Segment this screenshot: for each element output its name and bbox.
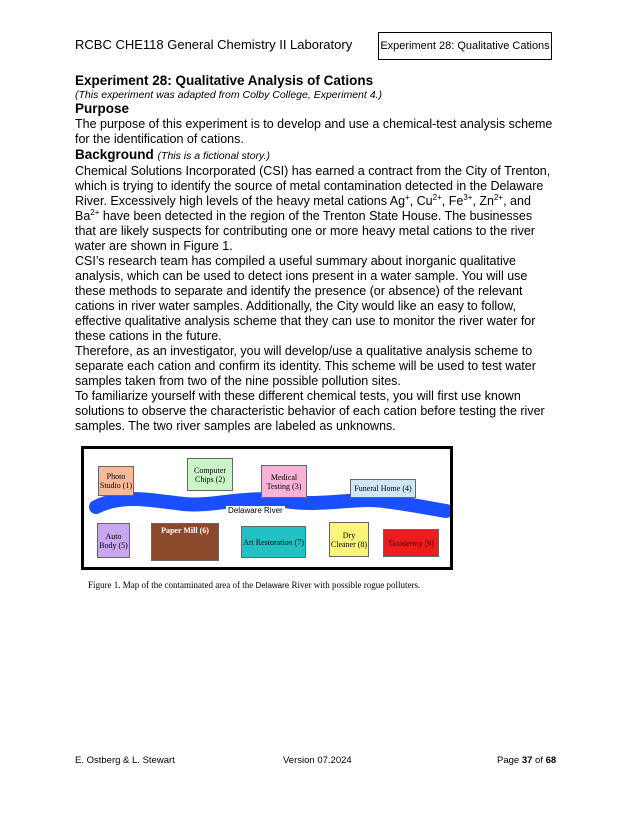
site-paper-mill: Paper Mill (6) (151, 523, 219, 561)
background-note: (This is a fictional story.) (157, 150, 270, 162)
document-body (75, 73, 555, 434)
footer-authors: E. Ostberg & L. Stewart (75, 755, 175, 766)
background-paragraph-2: CSI’s research team has compiled a useful summary about inorganic qualitative analysis, which can be used to detect ions present in a water sample. You will use these methods to separate and identify the presence (or absence) of the relevant cations in river water samples. Additionally, the City would like an easy to follow, effective qualitative analysis scheme that they can use to monitor the river water for these cations in the future. (75, 254, 536, 343)
purpose-heading: Purpose (75, 101, 130, 116)
figure-caption: Figure 1. Map of the contaminated area of the Delaware River with possible rogue polluters. (88, 580, 421, 590)
experiment-title: Experiment 28: Qualitative Analysis of Cations (75, 73, 374, 88)
footer-page-number: Page 37 of 68 (497, 755, 557, 766)
site-art-restoration: Art Restoration (7) (241, 526, 306, 558)
site-funeral-home: Funeral Home (4) (350, 479, 416, 498)
footer-version: Version 07.2024 (283, 755, 352, 766)
site-dry-cleaner: Dry Cleaner (8) (329, 522, 369, 557)
course-header: RCBC CHE118 General Chemistry II Laboratory (75, 37, 353, 52)
experiment-tag (378, 32, 552, 60)
background-heading: Background (75, 147, 154, 162)
site-taxidermy: Taxidermy (9) (383, 529, 439, 557)
site-computer-chips: Computer Chips (2) (187, 458, 233, 491)
pollution-map (81, 446, 453, 570)
site-medical-testing: Medical Testing (3) (261, 465, 307, 498)
site-auto-body: Auto Body (5) (97, 523, 130, 558)
site-photo-studio: Photo Studio (1) (98, 466, 134, 496)
background-paragraph-4: To familiarize yourself with these different chemical tests, you will first use known solutions to observe the characteristic behavior of each cation before testing the river samples. The two river samples are labeled as unknowns. (75, 389, 545, 433)
adapted-note: (This experiment was adapted from Colby College, Experiment 4.) (75, 89, 382, 101)
river-label: Delaware River (228, 506, 283, 515)
experiment-tag-text: Experiment 28: Qualitative Cations (380, 40, 550, 52)
purpose-text: The purpose of this experiment is to develop and use a chemical-test analysis scheme for the identification of cations. (75, 117, 553, 146)
background-heading-line (75, 147, 555, 164)
background-paragraph-1: Chemical Solutions Incorporated (CSI) has earned a contract from the City of Trenton, which is trying to identify the source of metal contamination detected in the Delaware River. Excessively high levels of the heavy metal cations Ag+, $Cu^{2+}$, $Fe^{3+}$, $Zn^{2+}$, and $Ba^{2+}$ have been detected in the region of the Trenton State House. The businesses that are likely suspects for contributing one or more heavy metal cations to the river water are shown in Figure 1. (75, 164, 551, 253)
background-paragraph-3: Therefore, as an investigator, you will develop/use a qualitative analysis scheme to separate each cation and confirm its identity. This scheme will be used to test water samples taken from two of the nine possible pollution sites. (75, 344, 536, 388)
